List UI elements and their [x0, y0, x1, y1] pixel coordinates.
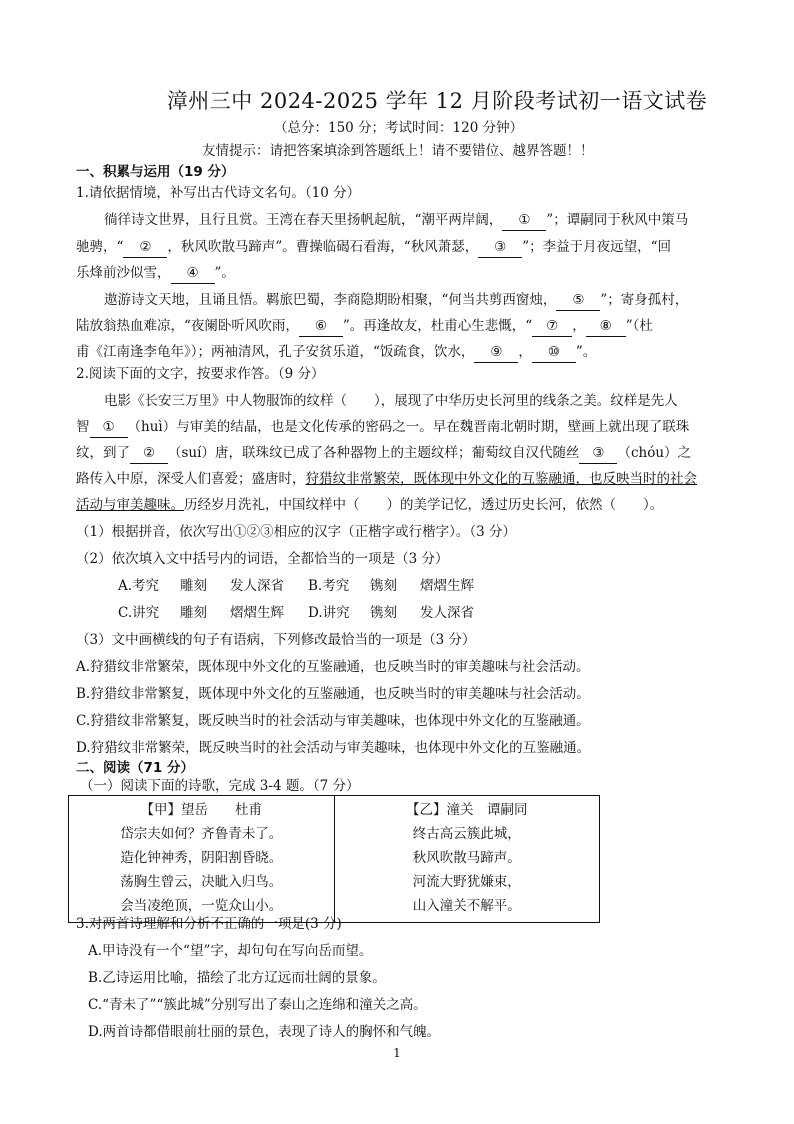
q2-sub2-options-row1	[118, 576, 474, 596]
poem-a-title: 【甲】望岳 杜甫	[140, 802, 262, 818]
blank-2: ②	[123, 237, 167, 258]
exam-subtitle: （总分：150 分；考试时间：120 分钟）	[274, 120, 524, 136]
q3-option-c: C.“青未了”“簇此城”分别写出了泰山之连绵和潼关之高。	[88, 997, 427, 1013]
poem-b-title: 【乙】潼关 谭嗣同	[406, 802, 528, 818]
option-word: A.考究	[118, 578, 160, 594]
section2-heading: 二、阅读（71 分）	[76, 760, 194, 776]
text-run: 徜徉诗文世界，且行且赏。王湾在春天里扬帆起航，“潮平两岸阔，	[104, 212, 503, 228]
text-run: 乐烽前沙似雪，	[76, 265, 171, 281]
blank-3: ③	[478, 237, 522, 258]
q2-text-line1: 电影《长安三万里》中人物服饰的纹样（ ），展现了中华历史长河里的线条之美。纹样是先人	[104, 393, 678, 409]
q1-p1-line1	[104, 210, 688, 231]
exam-title: 漳州三中 2024-2025 学年 12 月阶段考试初一语文试卷	[166, 89, 708, 113]
text-run: 历经岁月洗礼，中国纹样中（ ）的美学记忆，透过历史长河，依然（ ）。	[184, 497, 664, 513]
q2-sub3-option-b: B.狩猎纹非常繁复，既体现中外文化的互鉴融通，也反映当时的审美趣味与社会活动。	[76, 686, 590, 702]
blank-4: ④	[171, 263, 215, 284]
q1-p2-line3	[76, 342, 596, 363]
underlined-sentence: 狩猎纹非常繁荣，既体现中外文化的互鉴融通，也反映当时的社会	[305, 471, 697, 487]
text-run: ”；寄身孤村，	[600, 292, 689, 308]
blank-7: ⑦	[532, 316, 572, 337]
q2-stem: 2.阅读下面的文字，按要求作答。（9 分）	[76, 366, 325, 382]
text-run: ，	[518, 344, 532, 360]
reading-part1-stem: （一）阅读下面的诗歌，完成 3-4 题。（7 分）	[80, 778, 360, 794]
q2-sub3-option-c: C.狩猎纹非常繁复，既反映当时的社会活动与审美趣味，也体现中外文化的互鉴融通。	[76, 713, 590, 729]
pinyin-blank-2: ②	[130, 443, 168, 464]
text-run: （suí）唐，联珠纹已成了各种器物上的主题纹样；葡萄纹自汉代随丝	[168, 445, 580, 461]
option-word: D.讲究	[308, 605, 350, 621]
text-run: 智	[76, 419, 90, 435]
q2-sub1: （1）根据拼音，依次写出①②③相应的汉字（正楷字或行楷字）。（3 分）	[76, 524, 516, 540]
blank-1: ①	[502, 210, 546, 231]
poems-table	[68, 795, 600, 923]
option-word: 发人深省	[420, 605, 474, 621]
q2-sub2: （2）依次填入文中括号内的词语，全都恰当的一项是（3 分）	[76, 551, 449, 567]
underlined-sentence: 活动与审美趣味。	[76, 497, 184, 513]
q2-sub3-option-d: D.狩猎纹非常繁荣，既反映当时的社会活动与审美趣味，也体现中外文化的互鉴融通。	[76, 740, 591, 756]
q2-sub2-options-row2	[118, 603, 474, 623]
text-run: ”；谭嗣同于秋风中策马	[546, 212, 689, 228]
text-run: ”；李益于月夜远望，“回	[522, 239, 672, 255]
q2-sub3-option-a: A.狩猎纹非常繁荣，既体现中外文化的互鉴融通，也反映当时的审美趣味与社会活动。	[76, 659, 590, 675]
pinyin-blank-3: ③	[579, 443, 617, 464]
q3-option-b: B.乙诗运用比喻，描绘了北方辽远而壮阔的景象。	[88, 970, 386, 986]
poem-b-line: 河流大野犹嫌束，	[412, 874, 521, 890]
poem-a-line: 会当凌绝顶，一览众山小。	[120, 898, 283, 914]
option-word: 雕刻	[180, 578, 207, 594]
option-word: 雕刻	[180, 605, 207, 621]
blank-8: ⑧	[586, 316, 626, 337]
option-word: 熠熠生辉	[420, 578, 474, 594]
q1-p1-line3	[76, 263, 235, 284]
poem-b-cell	[334, 796, 600, 923]
text-run: ”。	[575, 344, 597, 360]
q3-stem: 3.对两首诗理解和分析不正确的一项是(3 分)	[76, 916, 342, 932]
text-run: 遨游诗文天地，且诵且悟。羁旅巴蜀，李商隐期盼相聚，“何当共剪西窗烛，	[104, 292, 557, 308]
q1-stem: 1.请依据情境，补写出古代诗文名句。（10 分）	[76, 185, 361, 201]
text-run: （huì）与审美的结晶，也是文化传承的密码之一。早在魏晋南北朝时期，壁画上就出现了联珠	[127, 419, 690, 435]
text-run: 甫《江南逢李龟年》）；两袖清风，孔子安贫乐道，“饭疏食，饮水，	[76, 344, 475, 360]
text-run: ，	[572, 318, 586, 334]
blank-6: ⑥	[299, 316, 343, 337]
poem-a-line: 造化钟神秀，阴阳割昏晓。	[120, 850, 283, 866]
poem-a-cell	[69, 796, 335, 923]
text-run: ”（杜	[625, 318, 653, 334]
text-run: 陆放翁热血难凉，“夜阑卧听风吹雨，	[76, 318, 299, 334]
pinyin-blank-1: ①	[90, 417, 128, 438]
option-word: C.讲究	[118, 605, 160, 621]
q2-sub3: （3）文中画横线的句子有语病，下列修改最恰当的一项是（3 分）	[76, 632, 476, 648]
option-word: 镌刻	[370, 578, 397, 594]
poem-b-line: 终古高云簇此城，	[412, 826, 521, 842]
poem-b-line: 秋风吹散马蹄声。	[412, 850, 521, 866]
q1-p2-line1	[104, 290, 688, 311]
exam-tip: 友情提示：请把答案填涂到答题纸上！请不要错位、越界答题！！	[202, 143, 594, 159]
q1-p2-line2	[76, 316, 653, 337]
option-word: 镌刻	[370, 605, 397, 621]
poem-a-line: 岱宗夫如何？齐鲁青未了。	[120, 826, 283, 842]
section1-heading: 一、积累与运用（19 分）	[76, 164, 235, 180]
text-run: 纹，到了	[76, 445, 130, 461]
blank-10: ⑩	[532, 342, 576, 363]
q3-option-a: A.甲诗没有一个“望”字，却句句在写向岳而望。	[88, 943, 373, 959]
text-run: 路传入中原，深受人们喜爱；盛唐时，	[76, 471, 306, 487]
blank-9: ⑨	[474, 342, 518, 363]
text-run: （chóu）之	[617, 445, 692, 461]
text-run: ”。	[214, 265, 235, 281]
q2-text-line3	[76, 443, 691, 464]
poem-a-line: 荡胸生曾云，决眦入归鸟。	[120, 874, 283, 890]
text-run: ”。再逢故友，杜甫心生悲慨，“	[342, 318, 533, 334]
q1-p1-line2	[76, 237, 671, 258]
poem-b-line: 山入潼关不解平。	[412, 898, 521, 914]
page-number: 1	[393, 1046, 401, 1060]
q2-text-line4	[76, 469, 697, 489]
option-word: 发人深省	[230, 578, 284, 594]
option-word: B.考究	[308, 578, 350, 594]
q2-text-line2	[76, 417, 689, 438]
text-run: 驰骋，“	[76, 239, 124, 255]
option-word: 熠熠生辉	[230, 605, 284, 621]
q3-option-d: D.两首诗都借眼前壮丽的景色，表现了诗人的胸怀和气魄。	[88, 1024, 441, 1040]
q2-text-line5	[76, 495, 663, 515]
blank-5: ⑤	[556, 290, 600, 311]
text-run: ，秋风吹散马蹄声”。曹操临碣石看海，“秋风萧瑟，	[167, 239, 479, 255]
